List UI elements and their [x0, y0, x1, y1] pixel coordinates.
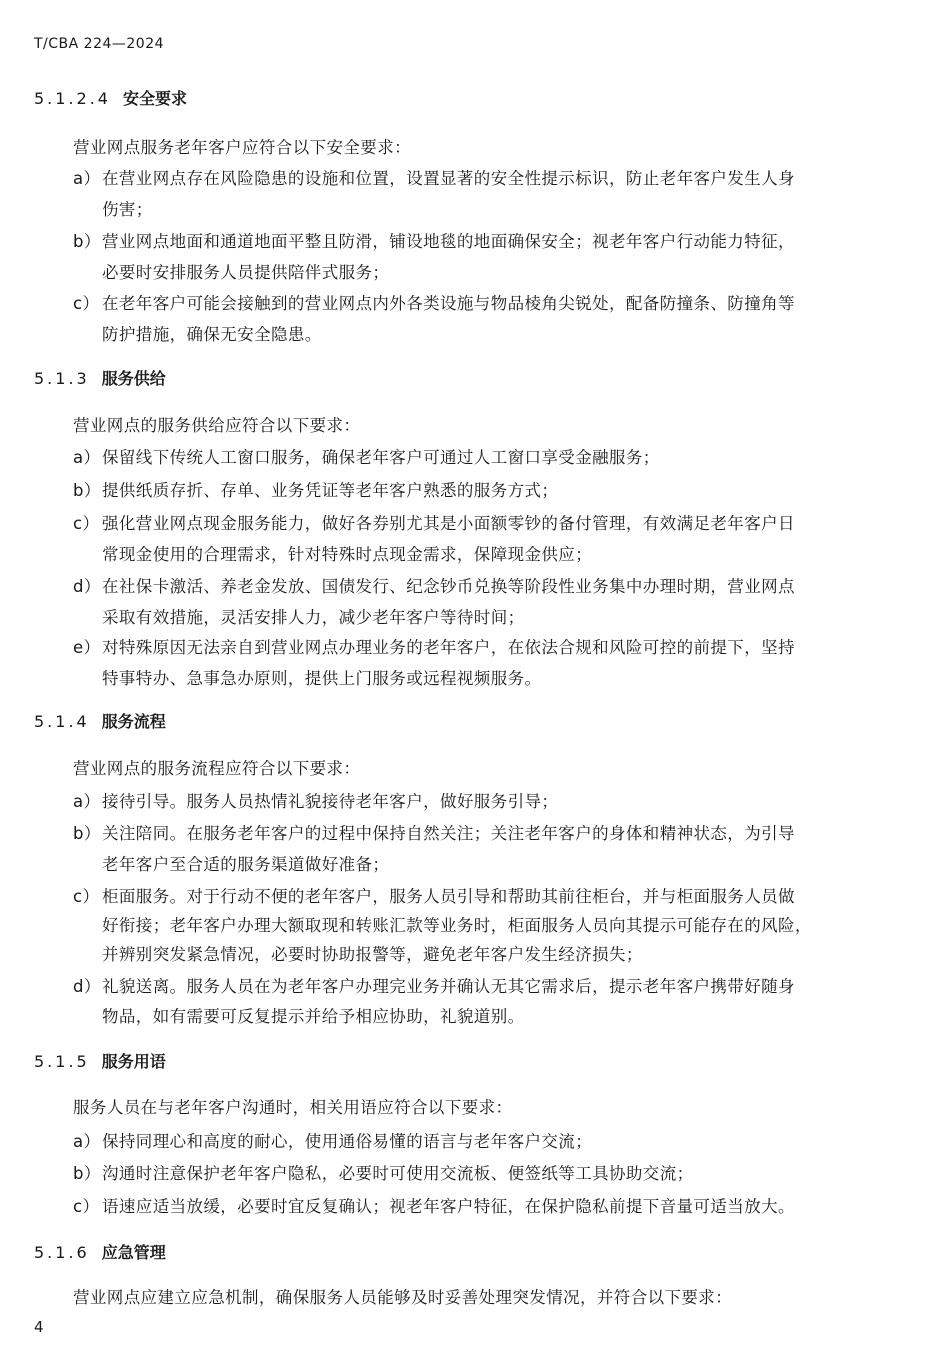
list-marker: b） — [73, 824, 101, 843]
list-marker: c） — [73, 887, 100, 906]
section-title: 服务流程 — [101, 712, 166, 731]
list-item-text: 在营业网点存在风险隐患的设施和位置，设置显著的安全性提示标识，防止老年客户发生人身 — [102, 169, 795, 188]
list-item — [73, 1128, 592, 1152]
list-item — [73, 477, 558, 501]
list-item-continuation: 伤害； — [102, 200, 153, 219]
section-number: 5.1.4 — [34, 712, 90, 731]
list-item-text: 沟通时注意保护老年客户隐私，必要时可使用交流板、便签纸等工具协助交流； — [102, 1164, 694, 1183]
list-item-text: 语速应适当放缓，必要时宜反复确认；视老年客户特征，在保护隐私前提下音量可适当放大。 — [102, 1197, 795, 1216]
section-title: 服务用语 — [101, 1052, 166, 1071]
list-item-text: 接待引导。服务人员热情礼貌接待老年客户，做好服务引导； — [102, 792, 559, 811]
list-marker: a） — [73, 448, 101, 467]
section-intro: 营业网点服务老年客户应符合以下安全要求： — [73, 138, 411, 157]
list-marker: b） — [73, 232, 101, 251]
section-title: 服务供给 — [101, 369, 166, 388]
section-heading — [34, 366, 166, 389]
list-item-continuation: 并辨别突发紧急情况，必要时协助报警等，避免老年客户发生经济损失； — [102, 945, 643, 964]
list-item-continuation: 好衔接；老年客户办理大额取现和转账汇款等业务时，柜面服务人员向其提示可能存在的风险， — [102, 916, 812, 935]
list-item-continuation: 必要时安排服务人员提供陪伴式服务； — [102, 263, 390, 282]
list-item — [73, 1193, 795, 1217]
list-item — [73, 883, 795, 907]
list-item-text: 强化营业网点现金服务能力，做好各券别尤其是小面额零钞的备付管理，有效满足老年客户日 — [102, 514, 795, 533]
section-number: 5.1.2.4 — [34, 89, 111, 108]
list-marker: c） — [73, 514, 100, 533]
list-marker: b） — [73, 1164, 101, 1183]
section-number: 5.1.6 — [34, 1243, 90, 1262]
list-marker: d） — [73, 977, 101, 996]
list-marker: e） — [73, 638, 101, 657]
section-number: 5.1.3 — [34, 369, 90, 388]
list-item — [73, 973, 795, 997]
list-marker: c） — [73, 294, 100, 313]
list-item — [73, 820, 795, 844]
section-heading — [34, 1240, 166, 1263]
list-item — [73, 510, 795, 534]
list-marker: d） — [73, 577, 101, 596]
list-marker: b） — [73, 481, 101, 500]
list-item-text: 提供纸质存折、存单、业务凭证等老年客户熟悉的服务方式； — [102, 481, 559, 500]
list-item — [73, 444, 660, 468]
section-intro: 服务人员在与老年客户沟通时，相关用语应符合以下要求： — [73, 1098, 513, 1117]
list-item-text: 对特殊原因无法亲自到营业网点办理业务的老年客户，在依法合规和风险可控的前提下，坚持 — [102, 638, 795, 657]
list-item — [73, 1160, 694, 1184]
list-item-text: 保留线下传统人工窗口服务，确保老年客户可通过人工窗口享受金融服务； — [102, 448, 660, 467]
list-item — [73, 573, 795, 597]
section-intro: 营业网点应建立应急机制，确保服务人员能够及时妥善处理突发情况，并符合以下要求： — [73, 1288, 733, 1307]
section-heading — [34, 709, 166, 732]
section-number: 5.1.5 — [34, 1052, 90, 1071]
list-item-continuation: 防护措施，确保无安全隐患。 — [102, 325, 322, 344]
list-item — [73, 290, 795, 314]
section-title: 应急管理 — [101, 1243, 166, 1262]
page-number: 4 — [34, 1318, 44, 1336]
list-item-text: 在老年客户可能会接触到的营业网点内外各类设施与物品棱角尖锐处，配备防撞条、防撞角等 — [102, 294, 795, 313]
list-item-continuation: 物品，如有需要可反复提示并给予相应协助，礼貌道别。 — [102, 1007, 525, 1026]
list-item-continuation: 老年客户至合适的服务渠道做好准备； — [102, 855, 390, 874]
list-item-text: 关注陪同。在服务老年客户的过程中保持自然关注；关注老年客户的身体和精神状态，为引导 — [102, 824, 795, 843]
list-item-text: 礼貌送离。服务人员在为老年客户办理完业务并确认无其它需求后，提示老年客户携带好随身 — [102, 977, 795, 996]
list-item-text: 柜面服务。对于行动不便的老年客户，服务人员引导和帮助其前往柜台，并与柜面服务人员做 — [102, 887, 795, 906]
list-item — [73, 228, 795, 252]
section-title: 安全要求 — [122, 89, 187, 108]
section-intro: 营业网点的服务供给应符合以下要求： — [73, 416, 361, 435]
section-intro: 营业网点的服务流程应符合以下要求： — [73, 759, 361, 778]
list-marker: c） — [73, 1197, 100, 1216]
list-item-continuation: 采取有效措施，灵活安排人力，减少老年客户等待时间； — [102, 608, 525, 627]
section-heading — [34, 86, 187, 109]
list-item-text: 营业网点地面和通道地面平整且防滑，铺设地毯的地面确保安全；视老年客户行动能力特征， — [102, 232, 795, 251]
list-item — [73, 788, 558, 812]
list-item — [73, 165, 795, 189]
document-id: T/CBA 224—2024 — [34, 36, 165, 52]
list-item-continuation: 常现金使用的合理需求，针对特殊时点现金需求，保障现金供应； — [102, 545, 593, 564]
list-item-text: 保持同理心和高度的耐心，使用通俗易懂的语言与老年客户交流； — [102, 1132, 593, 1151]
list-item — [73, 634, 795, 658]
list-marker: a） — [73, 169, 101, 188]
section-heading — [34, 1049, 166, 1072]
list-item-continuation: 特事特办、急事急办原则，提供上门服务或远程视频服务。 — [102, 669, 542, 688]
list-marker: a） — [73, 792, 101, 811]
list-item-text: 在社保卡激活、养老金发放、国债发行、纪念钞币兑换等阶段性业务集中办理时期，营业网点 — [102, 577, 795, 596]
list-marker: a） — [73, 1132, 101, 1151]
